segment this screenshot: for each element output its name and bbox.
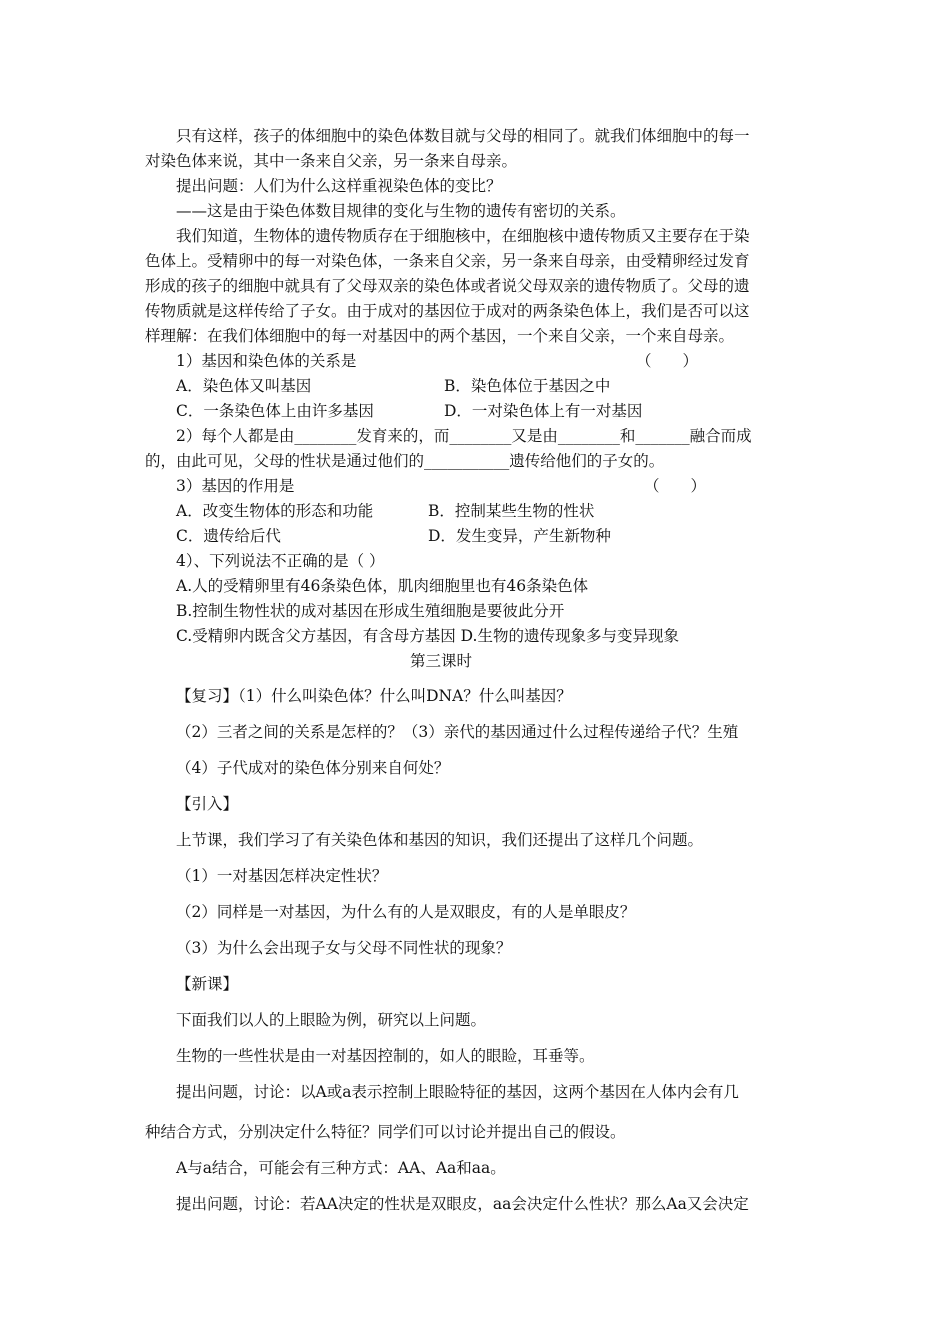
q1-option-d: D．一对染色体上有一对基因 bbox=[444, 402, 643, 420]
new-lesson-line: 生物的一些性状是由一对基因控制的，如人的眼睑，耳垂等。 bbox=[176, 1047, 595, 1065]
q2-line: 的，由此可见，父母的性状是通过他们的___________遗传给他们的子女的。 bbox=[145, 452, 665, 470]
intro-heading: 【引入】 bbox=[176, 795, 239, 813]
intro-line: 上节课，我们学习了有关染色体和基因的知识，我们还提出了这样几个问题。 bbox=[176, 831, 704, 849]
paragraph-line: 样理解：在我们体细胞中的每一对基因中的两个基因，一个来自父亲，一个来自母亲。 bbox=[145, 327, 735, 345]
intro-line: （1）一对基因怎样决定性状？ bbox=[176, 867, 388, 885]
review-line: （4）子代成对的染色体分别来自何处？ bbox=[176, 759, 450, 777]
new-lesson-line: 种结合方式，分别决定什么特征？同学们可以讨论并提出自己的假设。 bbox=[145, 1123, 626, 1141]
q3-stem: 3）基因的作用是 bbox=[176, 477, 295, 495]
paragraph-line: 只有这样，孩子的体细胞中的染色体数目就与父母的相同了。就我们体细胞中的每一 bbox=[176, 127, 750, 145]
new-lesson-line: 提出问题，讨论：若AA决定的性状是双眼皮，aa会决定什么性状？那么Aa又会决定 bbox=[176, 1195, 749, 1213]
q4-option-cd: C.受精卵内既含父方基因，有含母方基因 D.生物的遗传现象多与变异现象 bbox=[176, 627, 679, 645]
intro-line: （2）同样是一对基因，为什么有的人是双眼皮，有的人是单眼皮？ bbox=[176, 903, 636, 921]
q4-option-a: A.人的受精卵里有46条染色体，肌肉细胞里也有46条染色体 bbox=[176, 577, 589, 595]
paragraph-line: 我们知道，生物体的遗传物质存在于细胞核中，在细胞核中遗传物质又主要存在于染 bbox=[176, 227, 750, 245]
answer-intro: ——这是由于染色体数目规律的变化与生物的遗传有密切的关系。 bbox=[176, 202, 626, 220]
paragraph-line: 形成的孩子的细胞中就具有了父母双亲的染色体或者说父母双亲的遗传物质了。父母的遗 bbox=[145, 277, 750, 295]
review-line: 【复习】（1）什么叫染色体？什么叫DNA？什么叫基因？ bbox=[176, 687, 572, 705]
new-lesson-line: A与a结合，可能会有三种方式：AA、Aa和aa。 bbox=[176, 1159, 506, 1177]
new-lesson-heading: 【新课】 bbox=[176, 975, 239, 993]
q4-stem: 4）、下列说法不正确的是（ ） bbox=[176, 552, 385, 570]
q3-option-c: C．遗传给后代 bbox=[176, 527, 281, 545]
q3-answer-bracket: （ ） bbox=[644, 477, 707, 495]
question-intro: 提出问题：人们为什么这样重视染色体的变比？ bbox=[176, 177, 502, 195]
q1-option-a: A．染色体又叫基因 bbox=[176, 377, 312, 395]
new-lesson-line: 下面我们以人的上眼睑为例，研究以上问题。 bbox=[176, 1011, 487, 1029]
intro-line: （3）为什么会出现子女与父母不同性状的现象？ bbox=[176, 939, 512, 957]
paragraph-line: 色体上。受精卵中的每一对染色体，一条来自父亲，另一条来自母亲，由受精卵经过发育 bbox=[145, 252, 750, 270]
q4-option-b: B.控制生物性状的成对基因在形成生殖细胞是要彼此分开 bbox=[176, 602, 565, 620]
q1-option-c: C．一条染色体上由许多基因 bbox=[176, 402, 374, 420]
lesson-title: 第三课时 bbox=[410, 652, 473, 670]
q3-option-b: B．控制某些生物的性状 bbox=[428, 502, 595, 520]
q1-answer-bracket: （ ） bbox=[636, 352, 699, 370]
paragraph-line: 对染色体来说，其中一条来自父亲，另一条来自母亲。 bbox=[145, 152, 518, 170]
q3-option-d: D．发生变异，产生新物种 bbox=[428, 527, 611, 545]
q1-stem: 1）基因和染色体的关系是 bbox=[176, 352, 357, 370]
q2-line: 2）每个人都是由________发育来的，而________又是由________和_______融合而成 bbox=[176, 427, 752, 445]
paragraph-line: 传物质就是这样传给了子女。由于成对的基因位于成对的两条染色体上，我们是否可以这 bbox=[145, 302, 750, 320]
q3-option-a: A．改变生物体的形态和功能 bbox=[176, 502, 374, 520]
q1-option-b: B．染色体位于基因之中 bbox=[444, 377, 611, 395]
review-line: （2）三者之间的关系是怎样的？（3）亲代的基因通过什么过程传递给子代？生殖 bbox=[176, 723, 739, 741]
new-lesson-line: 提出问题，讨论：以A或a表示控制上眼睑特征的基因，这两个基因在人体内会有几 bbox=[176, 1083, 739, 1101]
